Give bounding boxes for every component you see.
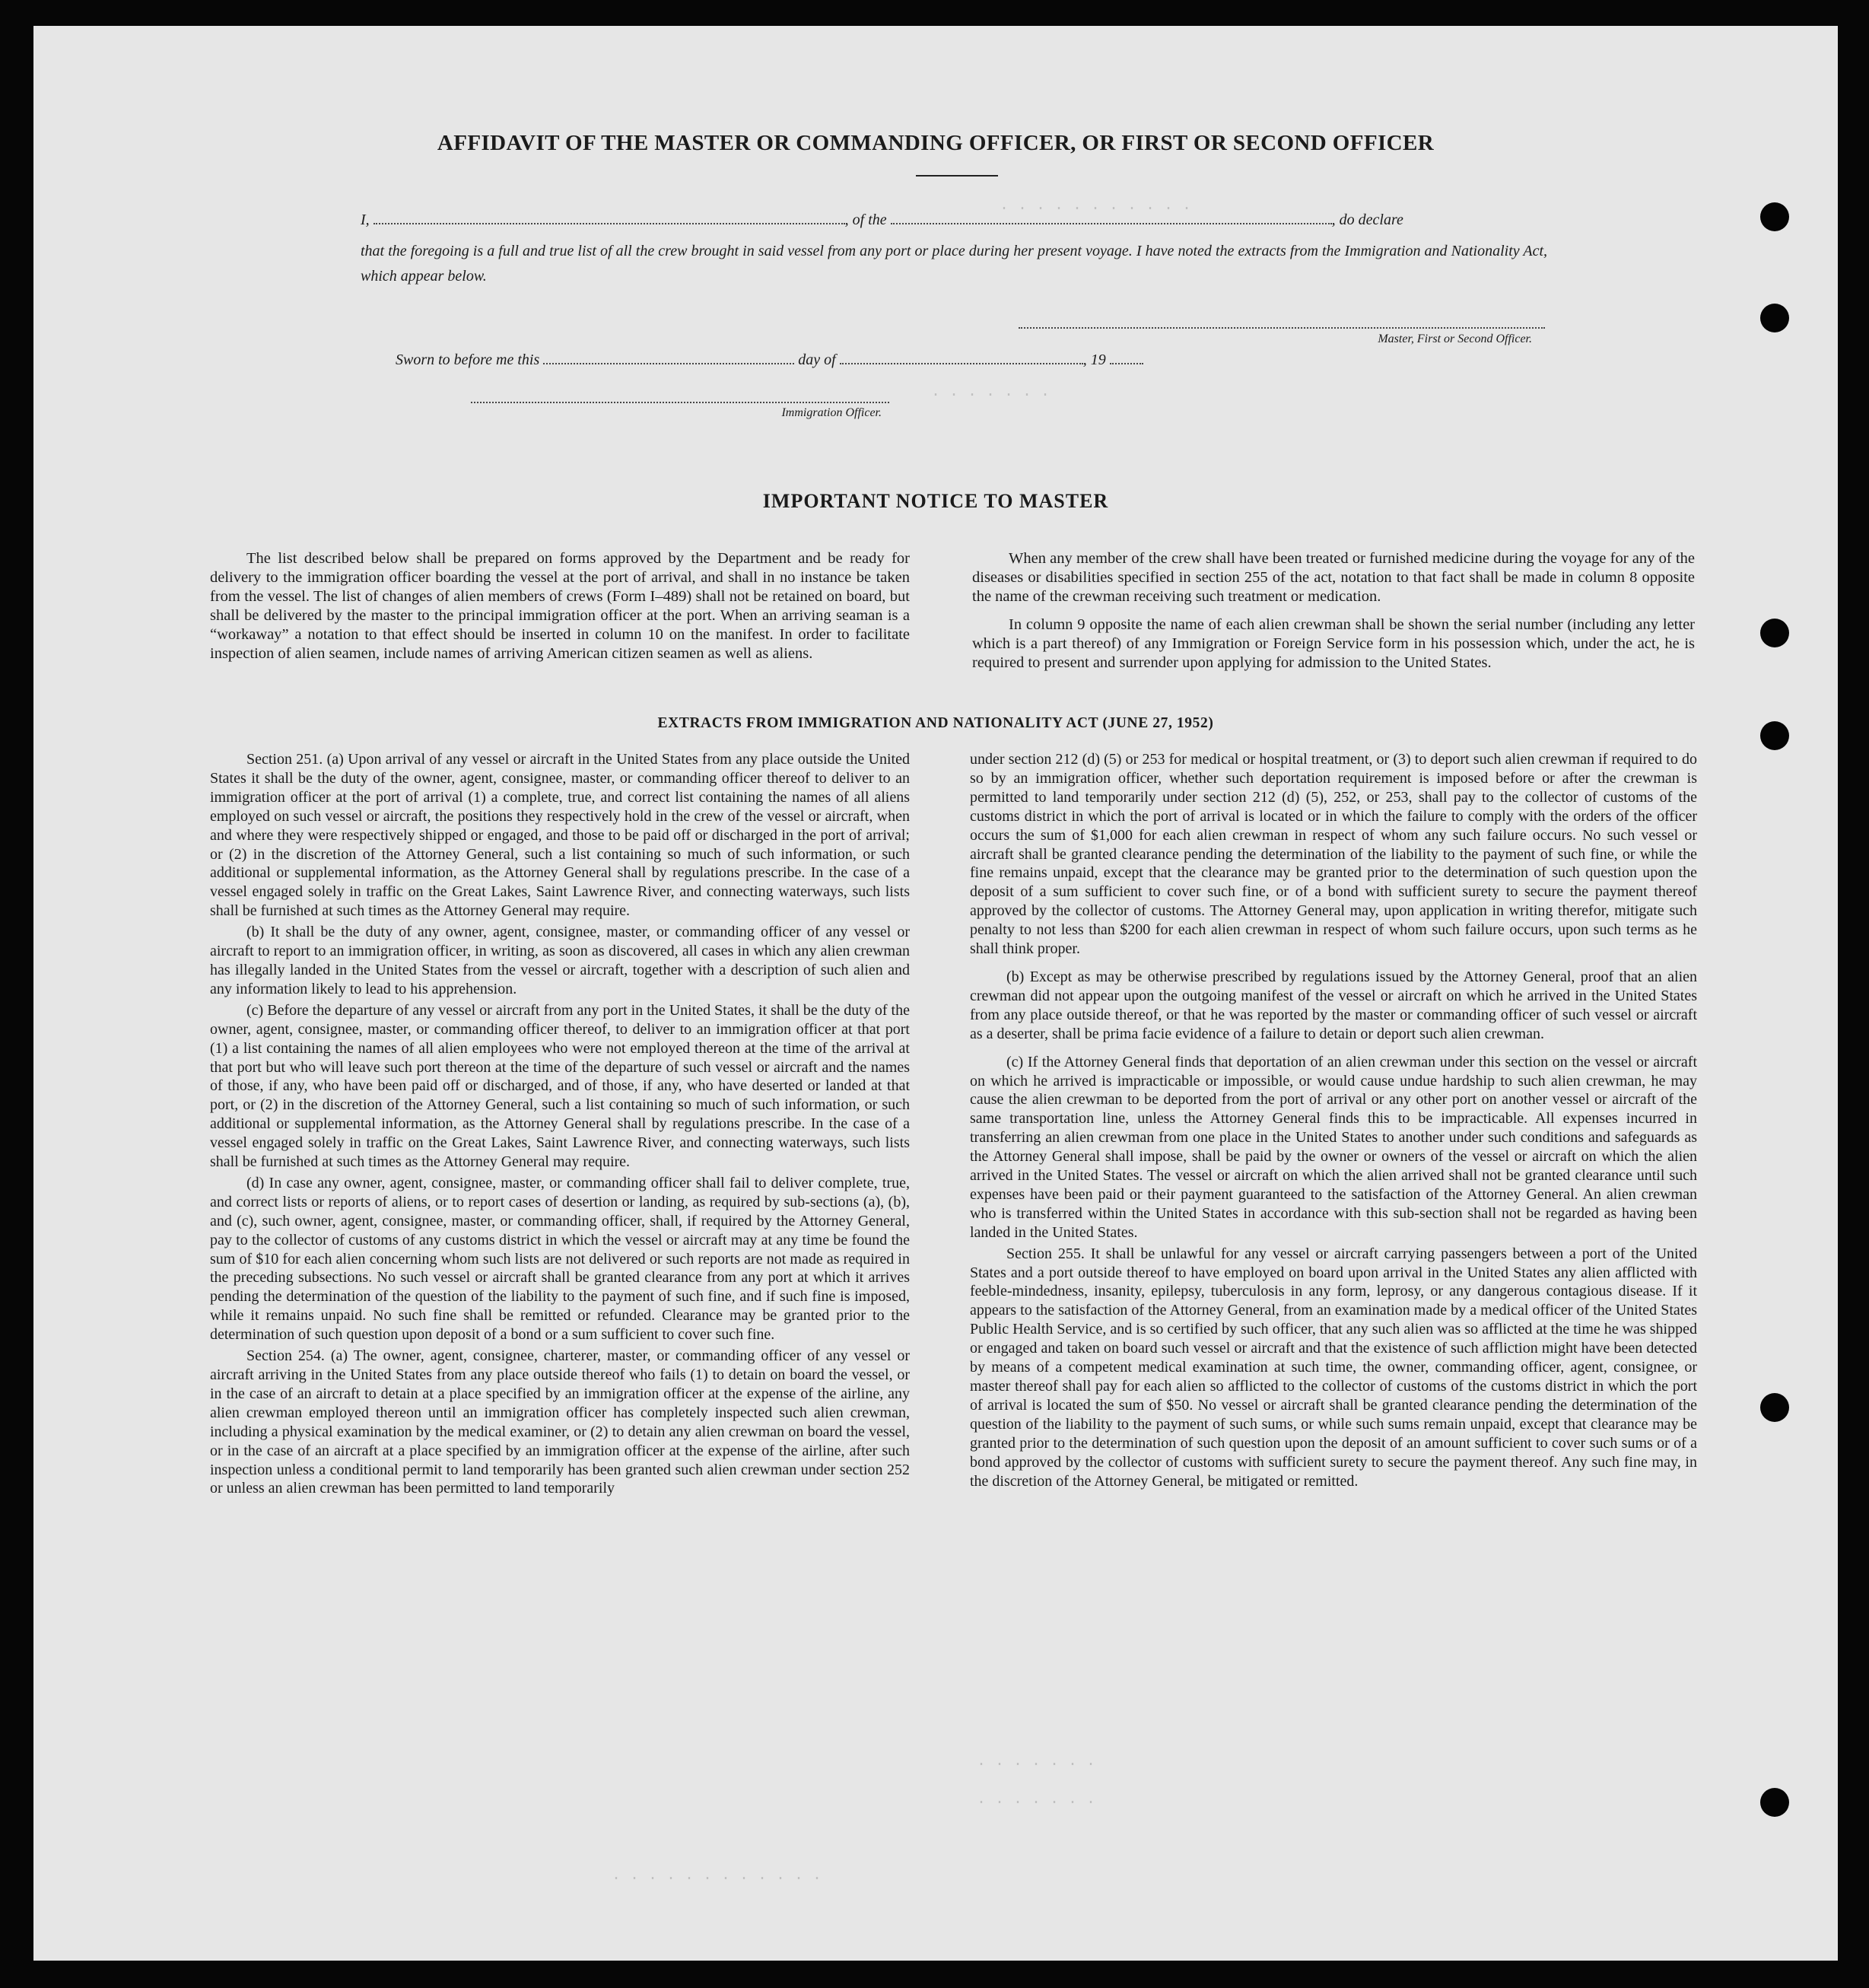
section-254-a: Section 254. (a) The owner, agent, consignee, charterer, master, or commanding officer of any vessel or aircraft arriving in the United States from any place outside thereof who fails (1) to detain on board the vessel, or in the case of an aircraft to detain at a place specified by an immigration officer at the expense of the airline, any alien crewman employed thereon until an immigration officer has completely inspected such alien crewman, including a physical examination by the medical examiner, or (2) to detain any alien crewman on board the vessel, or in the case of an aircraft at a place specified by an immigration officer at the expense of the airline, after such inspection unless a conditional permit to land temporarily has been granted such alien crewman under section 252 or unless an alien crewman has been permitted to land temporarily: [210, 1347, 910, 1497]
document-page: [33, 26, 1838, 1961]
bleed-through-text: . . . . . . .: [931, 383, 1051, 401]
section-251-d: (d) In case any owner, agent, consignee, master, or commanding officer shall fail to deliver complete, true, and correct lists or reports of aliens, or to report cases of desertion or landing, as required by sub-sections (a), (b), and (c), such owner, agent, consignee, master, or commanding officer, shall, if required by the Attorney General, pay to the collector of customs of any customs district in which the vessel or aircraft may at any time be found the sum of $10 for each alien concerning whom such lists are not delivered or such reports are not made as required in the preceding subsections. No such vessel or aircraft shall be granted clearance from any port at which it arrives pending the determination of the question of the liability to the payment of such fine, and if such fine is imposed, while it remains unpaid. No such fine shall be remitted or refunded. Clearance may be granted prior to the determination of such question upon deposit of a bond or a sum sufficient to cover such fine.: [210, 1174, 910, 1344]
master-signature-caption: Master, First or Second Officer.: [1378, 332, 1532, 345]
sworn-year-blank[interactable]: [1110, 362, 1143, 364]
extracts-right-column: [970, 750, 1697, 1490]
bleed-through-text: . . . . . . . . . . .: [1000, 197, 1192, 215]
sworn-year-prefix: , 19: [1082, 351, 1106, 368]
sworn-label: Sworn to before me this: [396, 351, 540, 368]
sworn-day-blank[interactable]: [543, 362, 794, 364]
declaration-i-label: I,: [361, 212, 370, 228]
sworn-line: [396, 351, 1582, 369]
section-254-c: (c) If the Attorney General finds that deportation of an alien crewman under this section on the vessel or aircraft on which he arrived is impracticable or impossible, or would cause undue hardship to such alien crewman, he may cause the alien crewman to be deported from the port of arrival or any other port on another vessel or aircraft of the same transportation line, unless the Attorney General finds this to be impracticable. All expenses incurred in transferring an alien crewman from one place in the United States to another under such conditions and safeguards as the Attorney General shall impose, shall be paid by the owner or owners of the vessel or aircraft on which the alien arrived in the United States. The vessel or aircraft on which the alien arrived shall not be granted clearance until such expenses have been paid or their payment guaranteed to the satisfaction of the Attorney General. An alien crewman who is transferred within the United States in accordance with this sub-section shall not be regarded as having been landed in the United States.: [970, 1053, 1697, 1241]
declarant-name-blank[interactable]: [373, 222, 845, 224]
notice-title: IMPORTANT NOTICE TO MASTER: [762, 490, 1109, 512]
bleed-through-text: . . . . . . .: [977, 1753, 1096, 1770]
title-rule: [916, 175, 998, 177]
punch-hole: [1760, 1393, 1789, 1422]
sworn-month-blank[interactable]: [840, 362, 1083, 364]
section-251-a: Section 251. (a) Upon arrival of any vessel or aircraft in the United States from any place outside the United States it shall be the duty of the owner, agent, consignee, master, or commanding officer thereof to deliver to an immigration officer at the port of arrival (1) a complete, true, and correct list containing the names of all aliens employed on such vessel or aircraft, the positions they respectively hold in the crew of the vessel or aircraft, when and where they were respectively shipped or engaged, and those to be paid off or discharged in the port of arrival; or (2) in the discretion of the Attorney General, such a list containing so much of such information, or such additional or supplemental information, as the Attorney General shall by regulations prescribe. In the case of a vessel engaged solely in traffic on the Great Lakes, Saint Lawrence River, and connecting waterways, such lists shall be furnished at such times as the Attorney General may require.: [210, 751, 910, 920]
notice-right-column: [972, 549, 1695, 673]
affidavit-body: that the foregoing is a full and true list of all the crew brought in said vessel from any port or place during her present voyage. I have noted the extracts from the Immigration and Nationality Act, which appear below.: [361, 243, 1547, 285]
bleed-through-text: . . . . . . .: [977, 1791, 1096, 1808]
master-signature-line[interactable]: [1019, 327, 1545, 329]
sworn-day-of-label: day of: [798, 351, 836, 368]
punch-hole: [1760, 202, 1789, 231]
declaration-line: [361, 212, 1547, 229]
notice-left-paragraph: The list described below shall be prepared on forms approved by the Department and be ready for delivery to the immigration officer boarding the vessel at the port of arrival, and shall in no instance be taken from the vessel. The list of changes of alien members of crews (Form I–489) shall not be retained on board, but shall be delivered by the master to the principal immigration officer at the port. When an arriving seaman is a “workaway” a notation to that effect should be inserted in column 10 on the manifest. In order to facilitate inspection of alien seamen, include names of arriving American citizen seamen as well as aliens.: [210, 550, 910, 662]
extracts-title: EXTRACTS FROM IMMIGRATION AND NATIONALITY ACT (JUNE 27, 1952): [657, 715, 1214, 731]
vessel-name-blank[interactable]: [891, 222, 1332, 224]
section-251-b: (b) It shall be the duty of any owner, agent, consignee, master, or commanding officer of any vessel or aircraft to report to an immigration officer, in writing, as soon as discovered, all cases in which any alien crewman has illegally landed in the United States from the vessel or aircraft, together with a description of such alien and any information likely to lead to his apprehension.: [210, 924, 910, 997]
section-254-b: (b) Except as may be otherwise prescribed by regulations issued by the Attorney General, proof that an alien crewman did not appear upon the outgoing manifest of the vessel or aircraft on which he arrived in the United States from any place outside thereof, or that he was reported by the master or commanding officer of such vessel or aircraft as a deserter, shall be prima facie evidence of a failure to detain or deport such alien crewman.: [970, 968, 1697, 1042]
declaration-of-the-label: , of the: [844, 212, 887, 228]
notice-right-paragraph-1: When any member of the crew shall have been treated or furnished medicine during the voyage for any of the diseases or disabilities specified in section 255 of the act, notation to that fact shall be made in column 8 opposite the name of the crewman receiving such treatment or medication.: [972, 550, 1695, 605]
punch-hole: [1760, 304, 1789, 332]
punch-hole: [1760, 619, 1789, 647]
bleed-through-text: . . . . . . . . . . . .: [612, 1867, 822, 1885]
notice-left-column: [210, 549, 910, 663]
punch-hole: [1760, 1788, 1789, 1817]
affidavit-title: AFFIDAVIT OF THE MASTER OR COMMANDING OFFICER, OR FIRST OR SECOND OFFICER: [437, 131, 1435, 155]
extracts-left-column: [210, 750, 910, 1498]
section-255: Section 255. It shall be unlawful for any vessel or aircraft carrying passengers between a port of the United States and a port outside thereof to have employed on board upon arrival in the United States any alien afflicted with feeble-mindedness, insanity, epilepsy, tuberculosis in any form, leprosy, or any dangerous contagious disease. If it appears to the satisfaction of the Attorney General, from an examination made by a medical officer of the United States Public Health Service, and is so certified by such officer, that any such alien was so afflicted at the time he was shipped or engaged and taken on board such vessel or aircraft and that the existence of such affliction might have been detected by means of a competent medical examination at such time, the owner, commanding officer, agent, consignee, or master thereof shall pay for each alien so afflicted to the collector of customs of the customs district in which the port of arrival is located the sum of $50. No vessel or aircraft shall be granted clearance pending the determination of the question of the liability to the payment of such sums, or while such sums remain unpaid, except that clearance may be granted prior to the determination of such question upon the deposit of an amount sufficient to cover such sums or of a bond approved by the collector of customs with sufficient surety to secure the payment thereof. Any such fine may, in the discretion of the Attorney General, be mitigated or remitted.: [970, 1245, 1697, 1490]
notice-right-paragraph-2: In column 9 opposite the name of each alien crewman shall be shown the serial number (including any letter which is a part thereof) of any Immigration or Foreign Service form in his possession which, under the act, he is required to present and surrender upon applying for admission to the United States.: [972, 616, 1695, 671]
punch-hole: [1760, 721, 1789, 750]
immigration-officer-signature-line[interactable]: [471, 402, 889, 403]
section-254-a-continued: under section 212 (d) (5) or 253 for medical or hospital treatment, or (3) to deport such alien crewman if required to do so by an immigration officer, whether such deportation requirement is imposed before or after the crewman is permitted to land temporarily under section 212 (d) (5), 252, or 253, shall pay to the collector of customs of the customs district in which the port of arrival is located or in which the failure to comply with the orders of the officer occurs the sum of $1,000 for each alien crewman in respect of whom any such failure occurs. No such vessel or aircraft shall be granted clearance pending the determination of the liability to the payment of such fine, or while the fine remains unpaid, except that the clearance may be granted prior to the determination of such question upon the deposit of a sum sufficient to cover such fine, or of a bond with sufficient surety to secure the payment thereof approved by the collector of customs. The Attorney General may, upon application in writing therefor, mitigate such penalty to not less than $200 for each alien crewman in respect of whom such failure occurs, upon such terms as he shall think proper.: [970, 751, 1697, 958]
section-251-c: (c) Before the departure of any vessel or aircraft from any port in the United States, it shall be the duty of the owner, agent, consignee, master, or commanding officer thereof, to deliver to an immigration officer at that port (1) a list containing the names of all alien employees who were not employed thereon at the time of the arrival at that port but who will leave such port thereon at the time of the departure of such vessel or aircraft and the names of those, if any, who have been paid off or discharged, and of those, if any, who have deserted or landed at that port, or (2) in the discretion of the Attorney General, such a list containing so much of such information, or such additional or supplemental information, as the Attorney General shall by regulations prescribe. In the case of a vessel engaged solely in traffic on the Great Lakes, Saint Lawrence River, and connecting waterways, such lists shall be furnished at such times as the Attorney General may require.: [210, 1001, 910, 1171]
declaration-declare-label: , do declare: [1331, 212, 1403, 228]
immigration-officer-caption: Immigration Officer.: [781, 406, 882, 419]
